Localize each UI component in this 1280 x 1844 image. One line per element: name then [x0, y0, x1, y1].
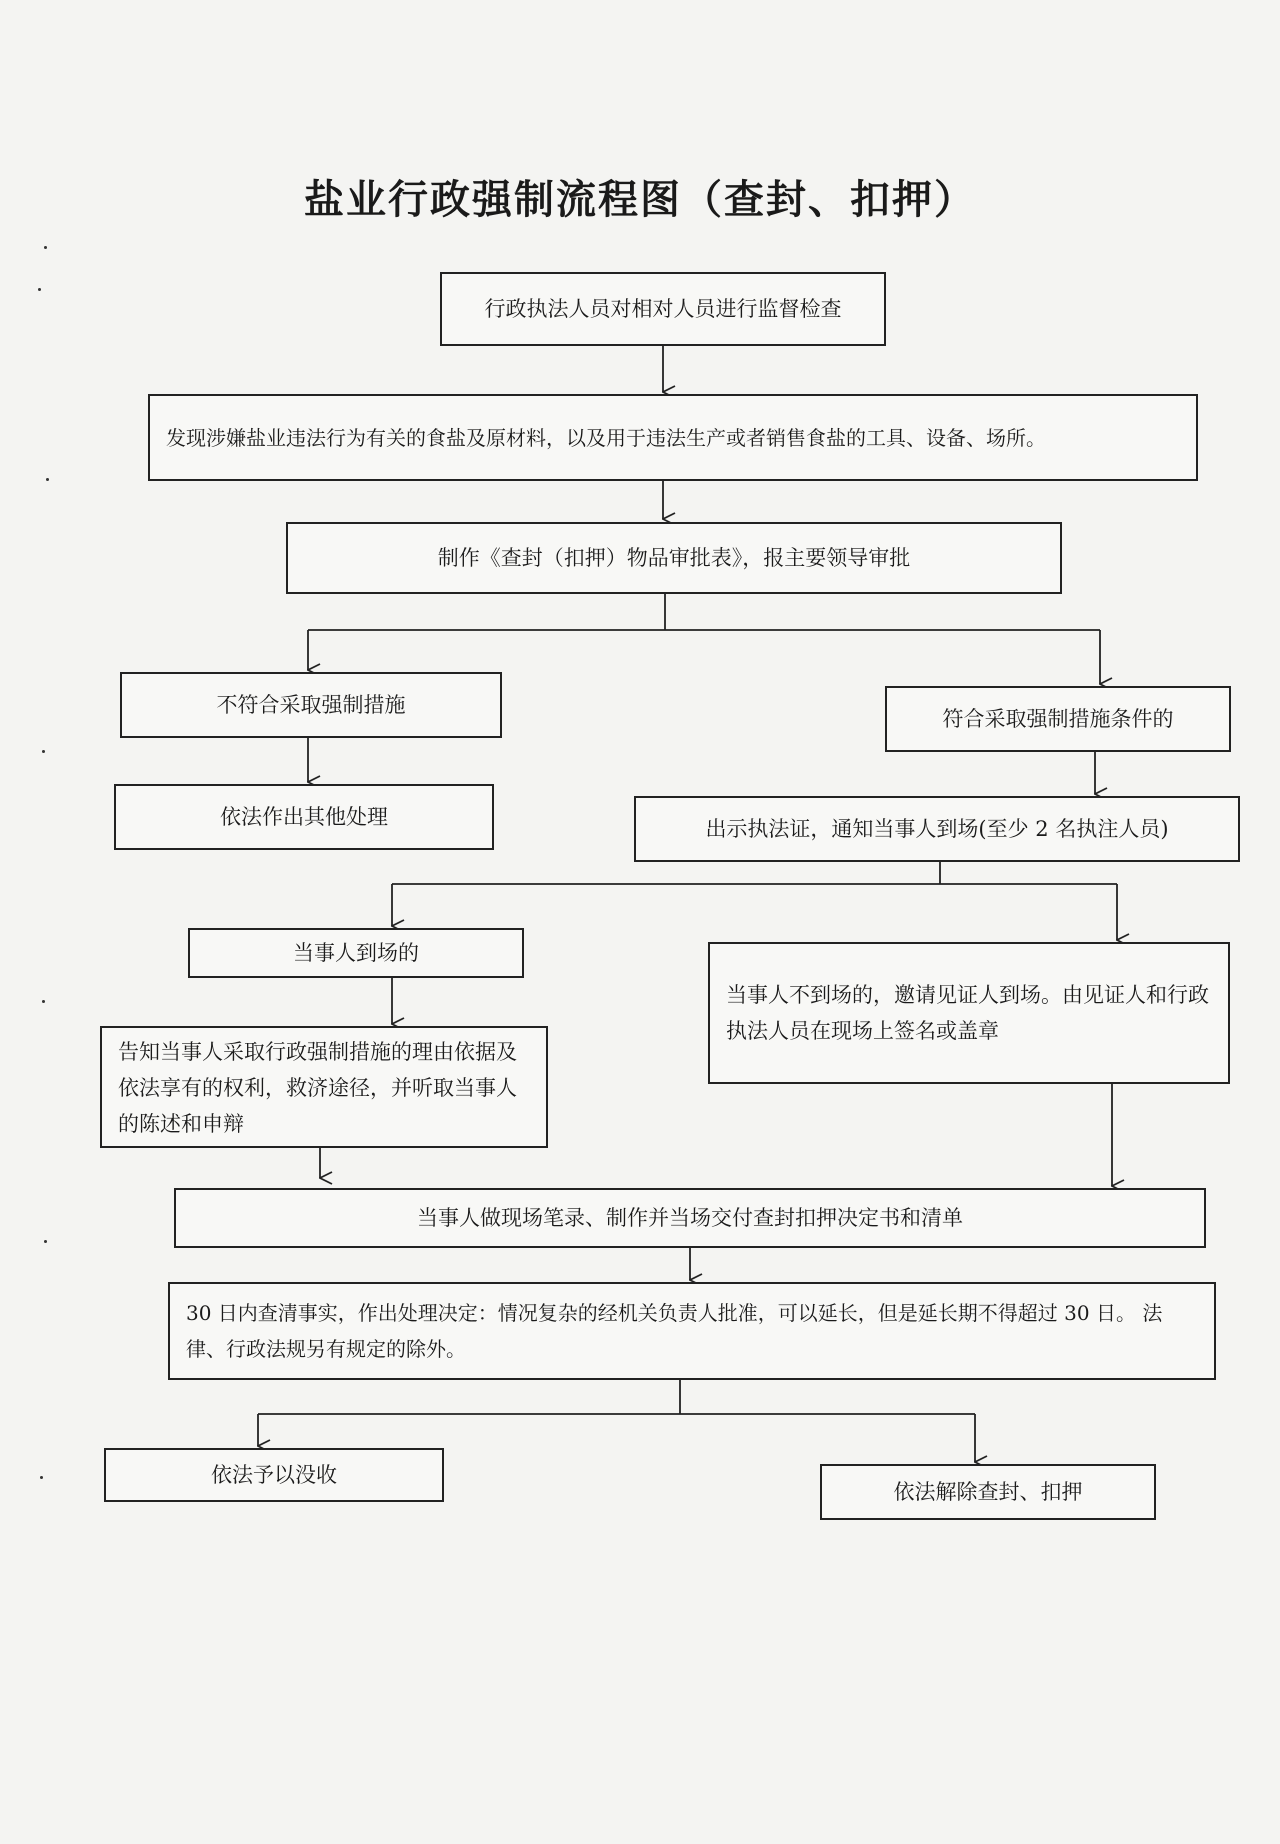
- node-not-meet: 不符合采取强制措施: [120, 672, 502, 738]
- scan-speck: [44, 246, 47, 249]
- node-decide: 30 日内查清事实，作出处理决定：情况复杂的经机关负责人批准，可以延长，但是延长期不得超过 30 日。 法律、行政法规另有规定的除外。: [168, 1282, 1216, 1380]
- node-inform: 告知当事人采取行政强制措施的理由依据及依法享有的权利，救济途径，并听取当事人的陈述和申辩: [100, 1026, 548, 1148]
- page-title: 盐业行政强制流程图（查封、扣押）: [304, 177, 976, 223]
- scan-speck: [40, 1476, 43, 1479]
- node-inspect: 行政执法人员对相对人员进行监督检查: [440, 272, 886, 346]
- scan-speck: [46, 478, 49, 481]
- node-discover: 发现涉嫌盐业违法行为有关的食盐及原材料，以及用于违法生产或者销售食盐的工具、设备、场所。: [148, 394, 1198, 481]
- node-other-handling: 依法作出其他处理: [114, 784, 494, 850]
- node-record: 当事人做现场笔录、制作并当场交付查封扣押决定书和清单: [174, 1188, 1206, 1248]
- node-approve: 制作《查封（扣押）物品审批表》，报主要领导审批: [286, 522, 1062, 594]
- node-release: 依法解除查封、扣押: [820, 1464, 1156, 1520]
- scan-speck: [42, 750, 45, 753]
- node-show-cert: 出示执法证，通知当事人到场(至少 2 名执注人员): [634, 796, 1240, 862]
- scan-speck: [42, 1000, 45, 1003]
- node-present: 当事人到场的: [188, 928, 524, 978]
- node-meet: 符合采取强制措施条件的: [885, 686, 1231, 752]
- scan-speck: [38, 288, 41, 291]
- scan-speck: [44, 1240, 47, 1243]
- node-confiscate: 依法予以没收: [104, 1448, 444, 1502]
- node-absent: 当事人不到场的，邀请见证人到场。由见证人和行政执法人员在现场上签名或盖章: [708, 942, 1230, 1084]
